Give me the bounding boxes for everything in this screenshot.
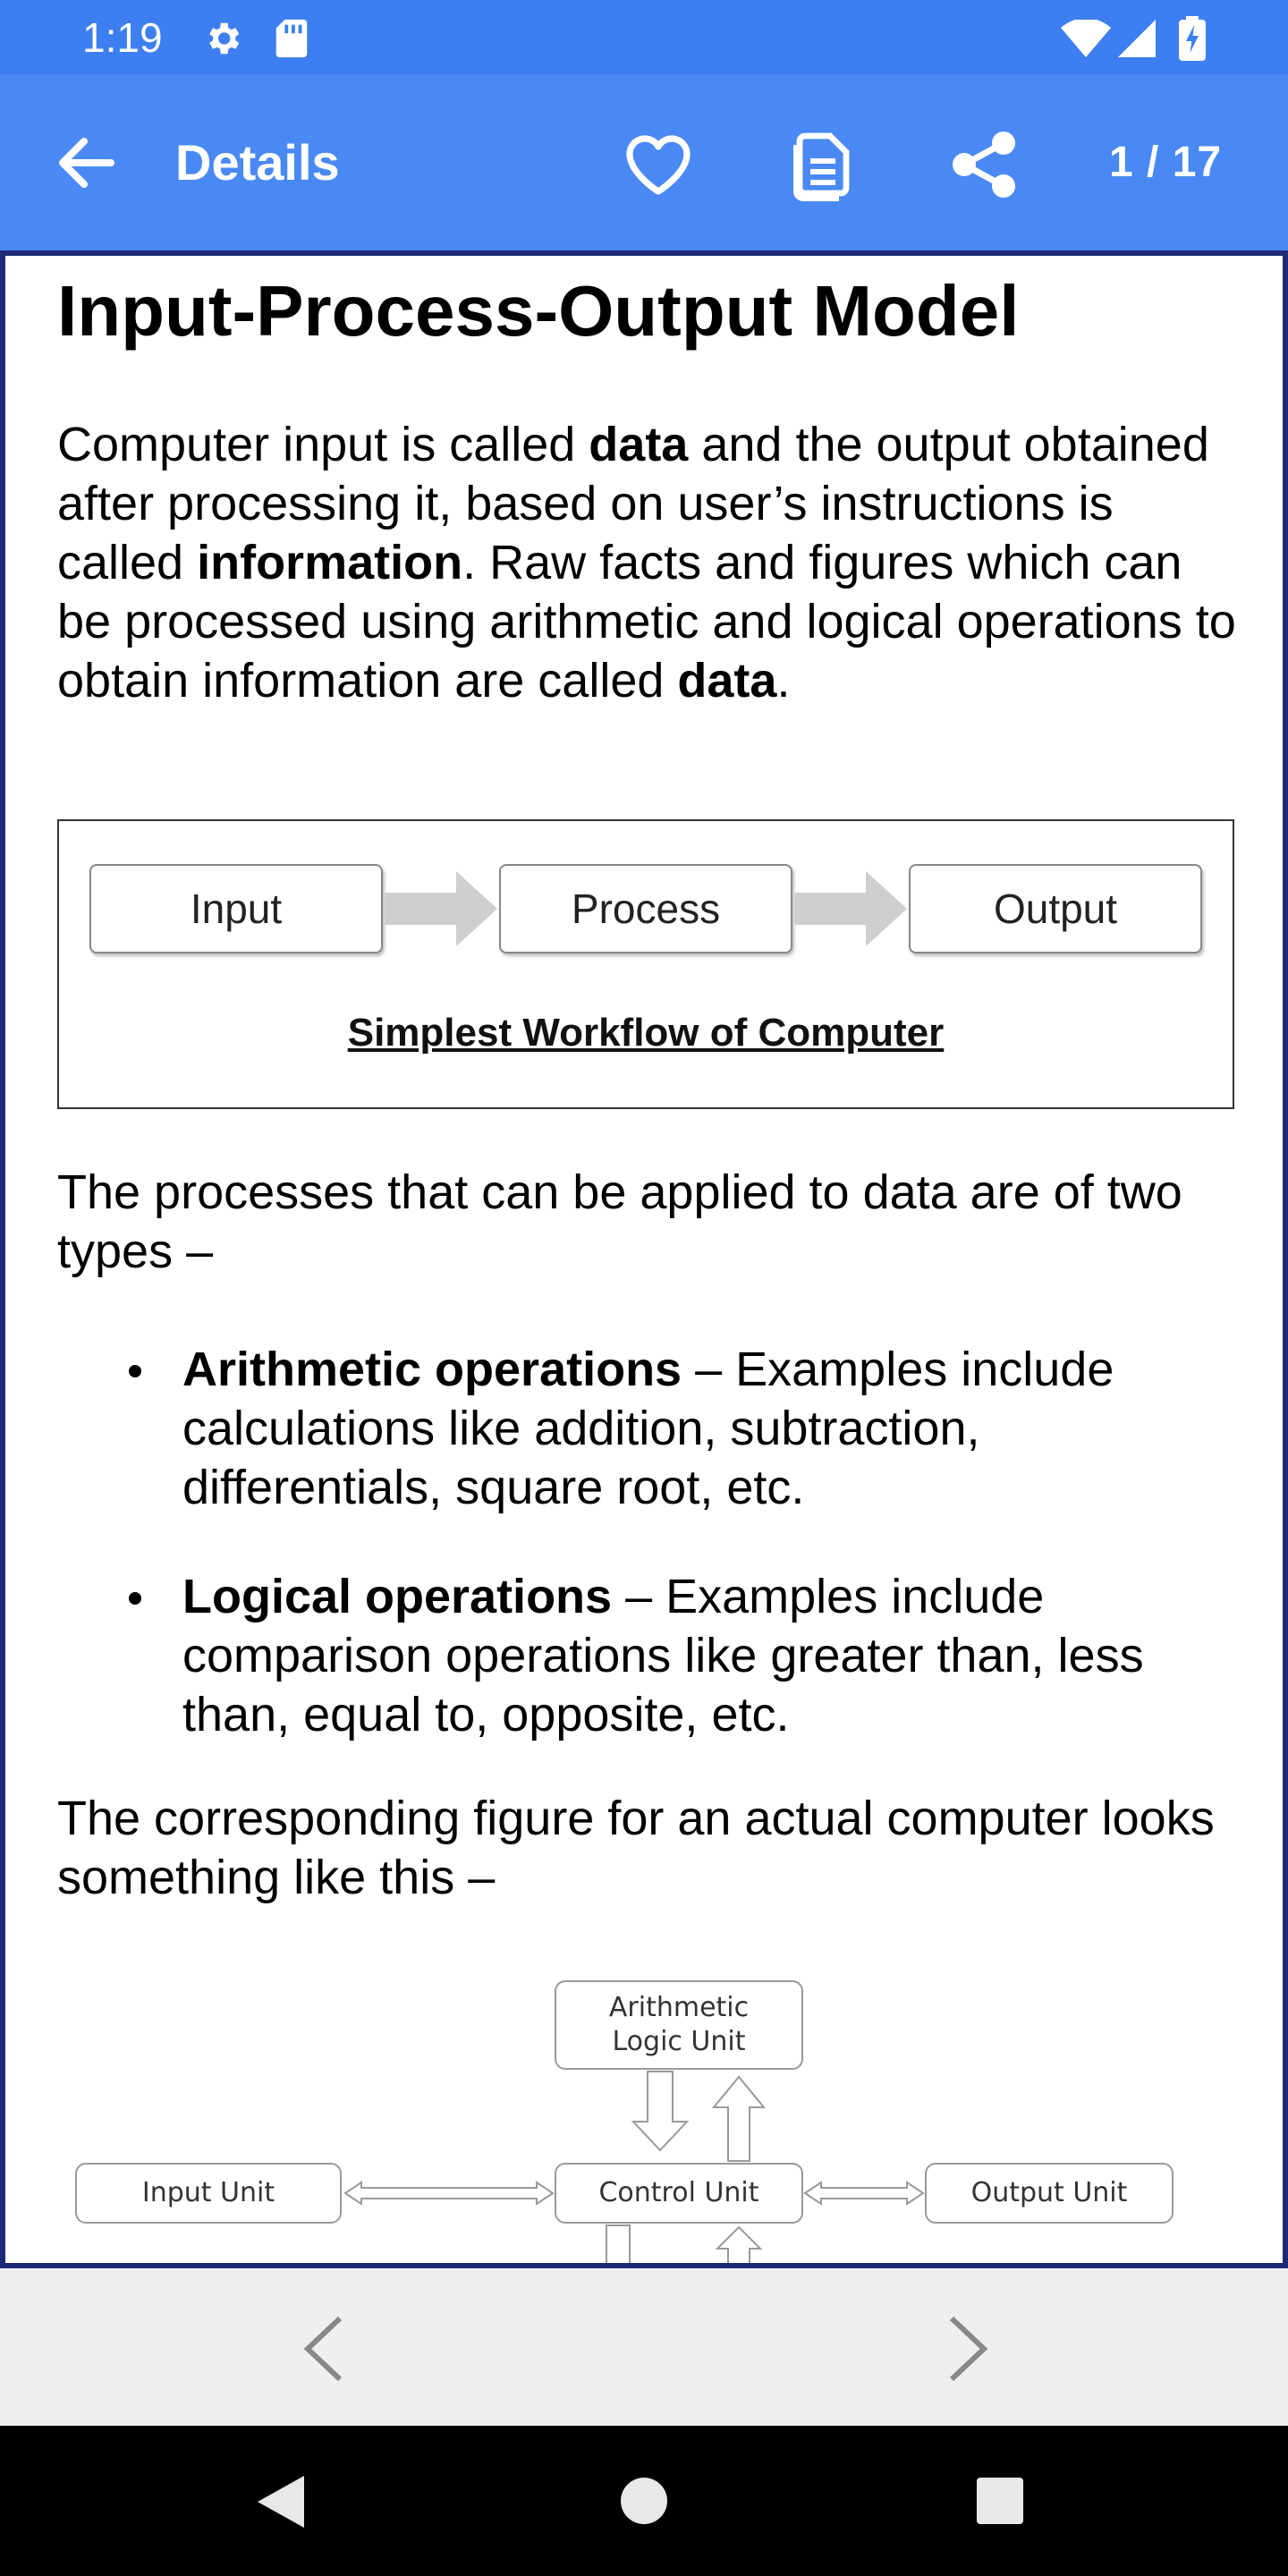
signal-icon bbox=[1118, 20, 1156, 57]
types-intro: The processes that can be applied to data are of two types – bbox=[57, 1165, 1182, 1278]
input-unit-box: Input Unit bbox=[75, 2163, 342, 2224]
list-item bbox=[57, 1340, 1238, 1517]
output-box: Output bbox=[909, 864, 1202, 953]
system-navigation-bar bbox=[0, 2426, 1288, 2576]
share-icon[interactable] bbox=[946, 127, 1021, 202]
computer-architecture-figure bbox=[75, 1980, 1238, 2268]
figure-caption: Simplest Workflow of Computer bbox=[347, 1011, 945, 1055]
wifi-icon bbox=[1061, 20, 1111, 57]
intro-text-2: and the output obtained after processing it, based on user’s instructions is called bbox=[57, 418, 1209, 589]
heart-icon[interactable] bbox=[621, 127, 696, 202]
nav-back-icon[interactable] bbox=[258, 2476, 304, 2528]
bottom-navigation-bar bbox=[0, 2268, 1288, 2426]
intro-text-1: Computer input is called bbox=[57, 418, 589, 471]
input-box: Input bbox=[89, 864, 383, 953]
sd-card-icon bbox=[274, 18, 309, 59]
alu-label-line1: Arithmetic bbox=[608, 1992, 750, 2023]
control-unit-box: Control Unit bbox=[555, 2163, 803, 2224]
gear-icon bbox=[202, 18, 243, 59]
intro-term-data: data bbox=[589, 418, 689, 471]
intro-paragraph bbox=[57, 415, 1238, 710]
list-item bbox=[57, 1567, 1238, 1744]
app-bar bbox=[0, 75, 1288, 250]
intro-term-information: information bbox=[197, 536, 463, 589]
workflow-figure bbox=[57, 819, 1234, 1109]
alu-box bbox=[555, 1980, 803, 2070]
list-item-desc: – Examples include comparison operations like greater than, less than, equal to, opposite, etc. bbox=[182, 1570, 1144, 1741]
intro-term-data-2: data bbox=[677, 654, 777, 708]
bullet-icon bbox=[129, 1365, 141, 1377]
figure-intro: The corresponding figure for an actual computer looks something like this – bbox=[57, 1792, 1215, 1904]
nav-home-icon[interactable] bbox=[621, 2478, 667, 2524]
document-icon[interactable] bbox=[784, 127, 859, 202]
operations-list bbox=[57, 1340, 1238, 1744]
status-time: 1:19 bbox=[82, 14, 163, 61]
list-item-term: Arithmetic operations bbox=[182, 1343, 682, 1396]
alu-label-line2: Logic Unit bbox=[612, 2026, 746, 2057]
article-heading: Input-Process-Output Model bbox=[57, 271, 1020, 351]
status-bar bbox=[0, 0, 1288, 75]
article-content[interactable] bbox=[0, 250, 1288, 2268]
nav-recents-icon[interactable] bbox=[977, 2478, 1023, 2524]
intro-text-3: . Raw facts and figures which can be processed using arithmetic and logical operations to obtain information are called bbox=[57, 536, 1236, 708]
bullet-icon bbox=[129, 1592, 141, 1605]
intro-text-4: . bbox=[776, 654, 791, 708]
chevron-right-icon[interactable] bbox=[941, 2315, 995, 2383]
arrow-right-icon bbox=[794, 871, 907, 946]
list-item-desc: – Examples include calculations like addition, subtraction, differentials, square root, etc. bbox=[182, 1343, 1114, 1514]
back-arrow-icon[interactable] bbox=[57, 138, 114, 188]
page-indicator: 1 / 17 bbox=[1109, 139, 1223, 186]
process-box: Process bbox=[499, 864, 792, 953]
battery-charging-icon bbox=[1179, 16, 1206, 61]
list-item-term: Logical operations bbox=[182, 1570, 613, 1623]
arrow-right-icon bbox=[385, 871, 497, 946]
page-title: Details bbox=[175, 134, 340, 191]
chevron-left-icon[interactable] bbox=[297, 2315, 351, 2383]
output-unit-box: Output Unit bbox=[925, 2163, 1174, 2224]
